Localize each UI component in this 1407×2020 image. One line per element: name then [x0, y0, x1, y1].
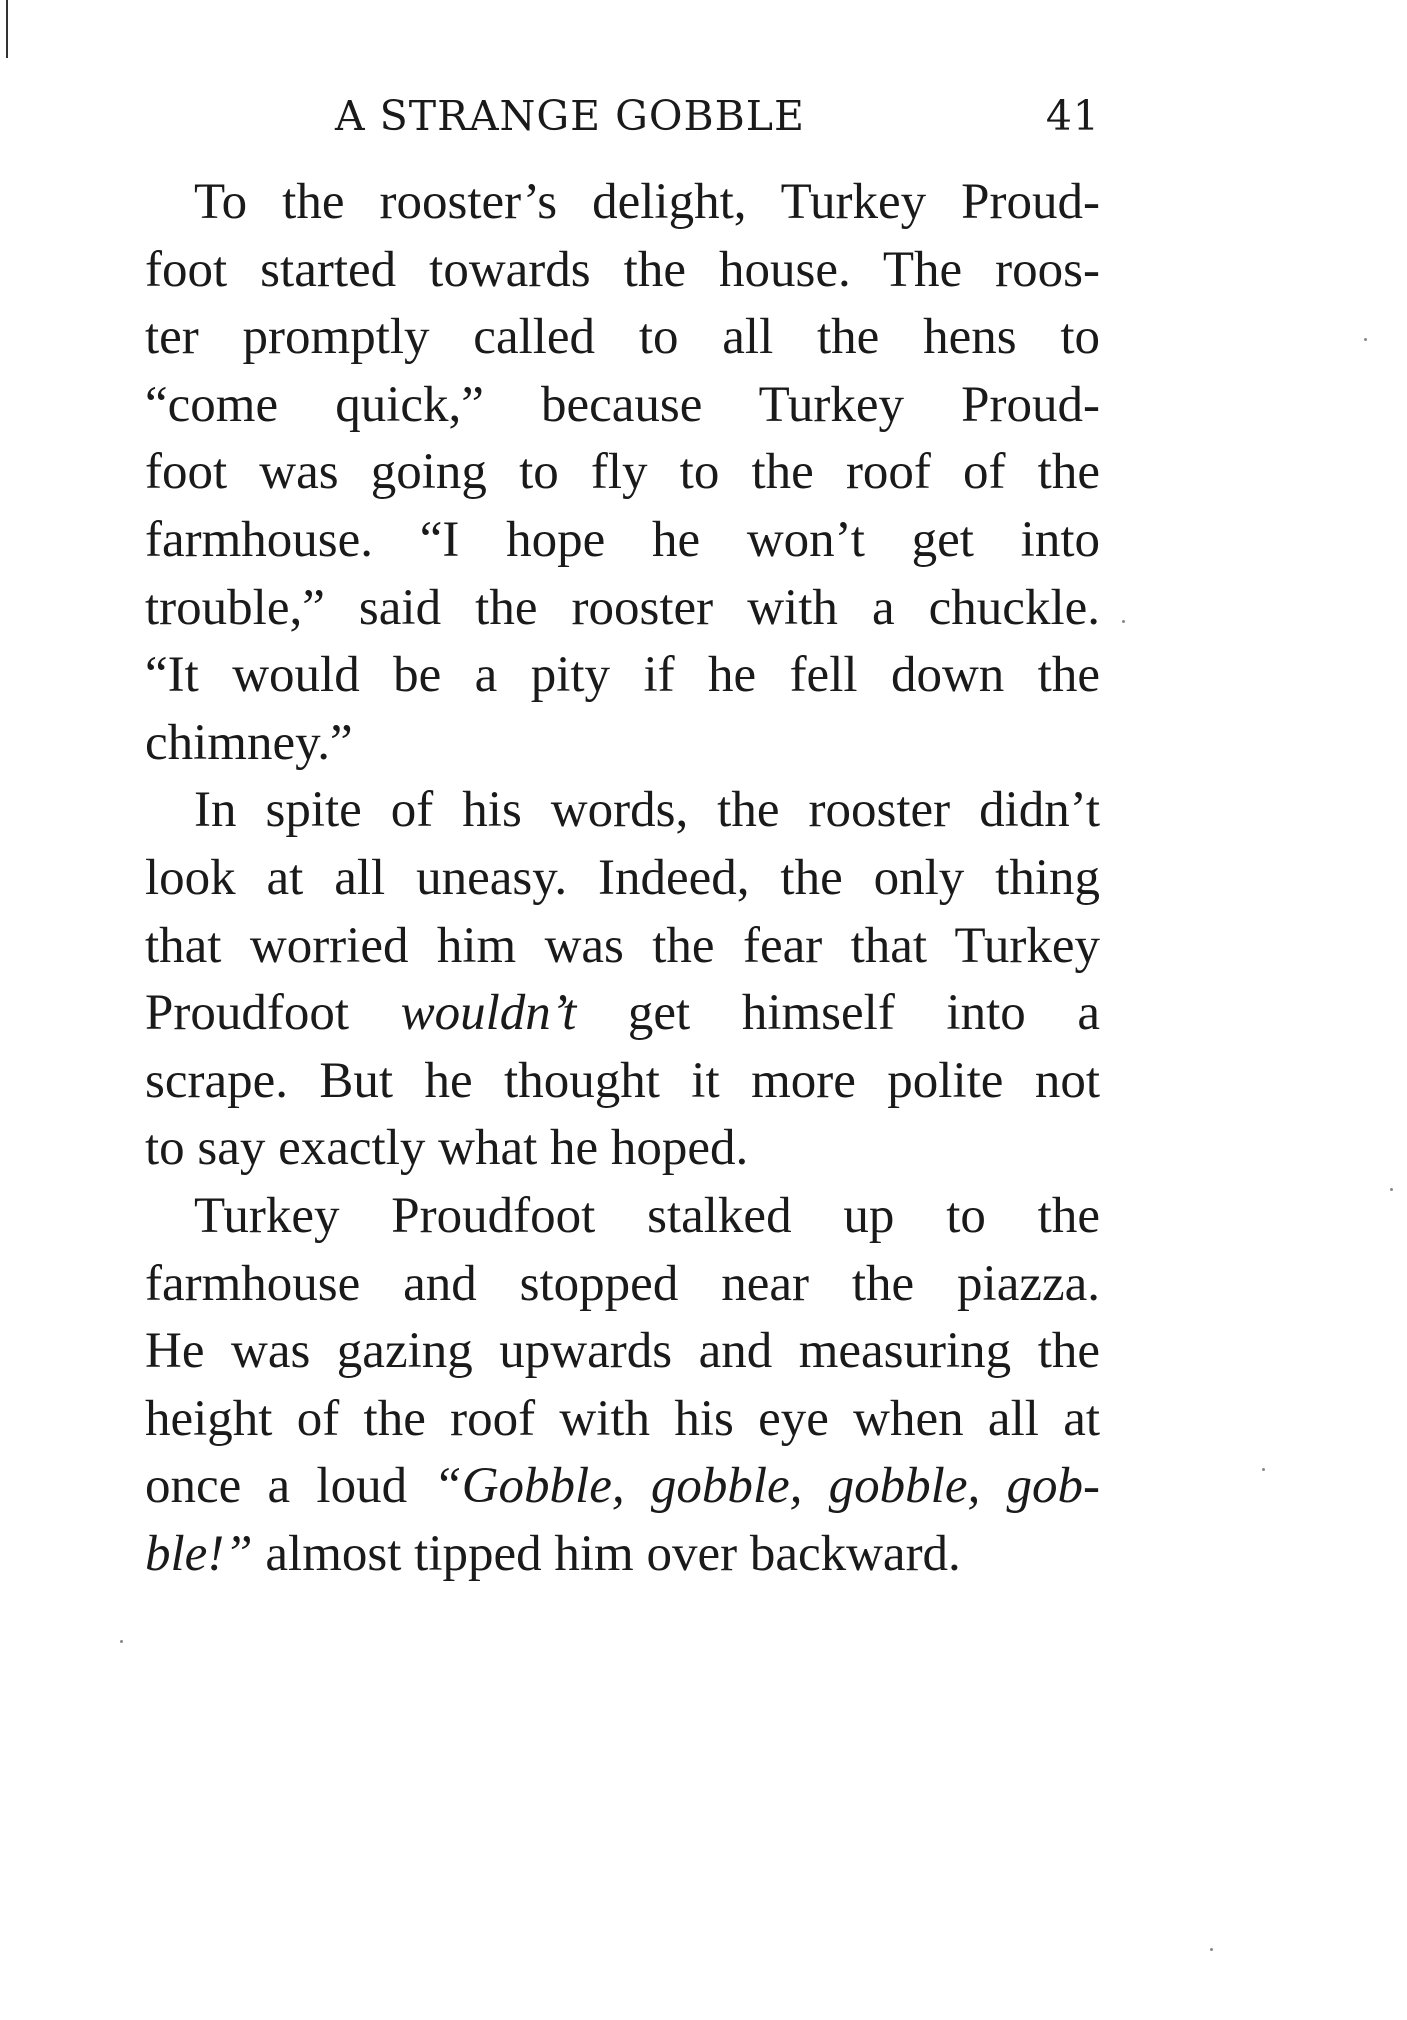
running-header: [145, 86, 1100, 146]
text-line: “It would be a pity if he fell down the: [145, 647, 1100, 704]
page-edge-mark: [6, 0, 8, 58]
text-line: farmhouse. “I hope he won’t get into: [145, 511, 1100, 568]
text-line: Turkey Proudfoot stalked up to the: [194, 1187, 1100, 1244]
text-line: [145, 980, 1100, 1048]
text-line: [145, 1521, 1100, 1589]
paper-speck: [1390, 1188, 1393, 1191]
body-text: [145, 169, 1100, 1588]
italic-phrase: ble!”: [145, 1525, 253, 1582]
chapter-title: A STRANGE GOBBLE: [335, 92, 805, 140]
text-line: chimney.”: [145, 714, 353, 771]
text-line: [145, 1453, 1100, 1521]
text-line: “come quick,” because Turkey Proud-: [145, 376, 1100, 433]
text-line: to say exactly what he hoped.: [145, 1120, 749, 1177]
text-line: look at all uneasy. Indeed, the only thing: [145, 849, 1100, 906]
text-line: scrape. But he thought it more polite not: [145, 1052, 1100, 1109]
text-line: ter promptly called to all the hens to: [145, 309, 1100, 366]
text-run: once a loud: [145, 1458, 434, 1515]
text-run: almost tipped him over backward.: [252, 1525, 961, 1582]
text-line: To the rooster’s delight, Turkey Proud-: [194, 174, 1100, 230]
text-line: height of the roof with his eye when all at: [145, 1390, 1100, 1447]
text-line: farmhouse and stopped near the piazza.: [145, 1255, 1100, 1312]
text-run: Proudfoot: [145, 985, 401, 1042]
text-run: get himself into a: [576, 985, 1100, 1042]
paper-speck: [1262, 1468, 1265, 1471]
paragraph-2: [145, 777, 1100, 1183]
paper-speck: [1210, 1948, 1213, 1951]
paper-speck: [1364, 338, 1367, 341]
paragraph-1: [145, 169, 1100, 777]
text-line: In spite of his words, the rooster didn’t: [194, 782, 1100, 839]
text-line: foot was going to fly to the roof of the: [145, 444, 1100, 501]
paper-speck: [1122, 620, 1125, 623]
page-number: 41: [1045, 92, 1100, 140]
italic-word: wouldn’t: [400, 985, 577, 1042]
text-line: foot started towards the house. The roos-: [145, 241, 1100, 298]
text-line: He was gazing upwards and measuring the: [145, 1323, 1100, 1380]
text-line: trouble,” said the rooster with a chuckle.: [145, 579, 1100, 636]
paper-speck: [120, 1640, 123, 1643]
text-line: that worried him was the fear that Turkey: [145, 917, 1100, 974]
italic-phrase: “Gobble, gobble, gobble, gob-: [433, 1458, 1100, 1515]
paragraph-3: [145, 1183, 1100, 1589]
